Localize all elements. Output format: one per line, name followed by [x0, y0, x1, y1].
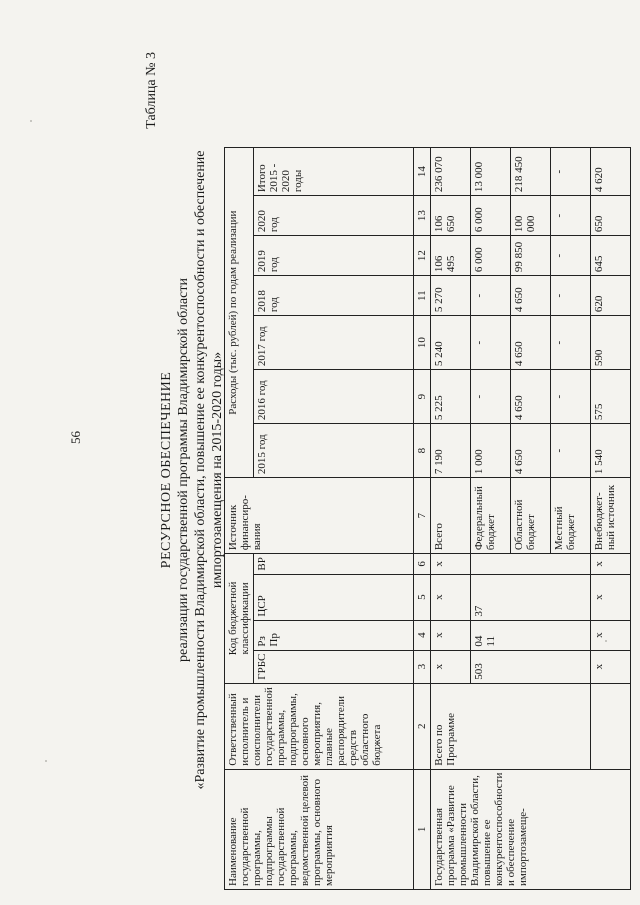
value-cell: 4 650: [511, 316, 551, 370]
value-cell: -: [471, 370, 511, 424]
col-number: 11: [414, 276, 431, 316]
header-year: 2018 год: [254, 276, 414, 316]
col-number: 5: [414, 574, 431, 620]
value-cell: 7 190: [431, 424, 471, 478]
col-number: 1: [414, 769, 431, 889]
header-year: 2020 год: [254, 196, 414, 236]
header-csr: ЦСР: [254, 574, 414, 620]
value-cell: 5 225: [431, 370, 471, 424]
col-number: 14: [414, 148, 431, 196]
value-cell: 4 620: [591, 148, 631, 196]
header-year: 2016 год: [254, 370, 414, 424]
executor-empty: [591, 683, 631, 769]
value-cell: 5 240: [431, 316, 471, 370]
csr-cell: х: [591, 574, 631, 620]
value-cell: 1 540: [591, 424, 631, 478]
csr-cell: 37: [471, 574, 591, 620]
grbs-cell: х: [431, 650, 471, 683]
col-number: 13: [414, 196, 431, 236]
value-cell: 4 650: [511, 276, 551, 316]
grbs-cell: 503: [471, 650, 591, 683]
page-number: 56: [68, 431, 83, 444]
value-cell: 4 650: [511, 424, 551, 478]
value-cell: 236 070: [431, 148, 471, 196]
header-source: Источник финансиро-вания: [225, 478, 414, 554]
vr-cell: х: [591, 554, 631, 574]
csr-cell: х: [431, 574, 471, 620]
header-year: 2015 год: [254, 424, 414, 478]
value-cell: -: [551, 424, 591, 478]
col-number: 3: [414, 650, 431, 683]
header-grbs: ГРБС: [254, 650, 414, 683]
col-number: 6: [414, 554, 431, 574]
vr-cell: [471, 554, 591, 574]
table-number: Таблица № 3: [144, 52, 159, 129]
value-cell: 218 450: [511, 148, 551, 196]
value-cell: 590: [591, 316, 631, 370]
value-cell: 620: [591, 276, 631, 316]
source-cell: Областной бюджет: [511, 478, 551, 554]
header-executor: Ответственный исполнитель и соисполнители государственной программы, подпрограммы, основного мероприятия, главные распорядители средств областного бюджета: [225, 683, 414, 769]
value-cell: -: [471, 316, 511, 370]
rz-pr-cell: х: [431, 620, 471, 650]
rz-pr-cell: 04 11: [471, 620, 591, 650]
table-row: [431, 148, 471, 890]
value-cell: 4 650: [511, 370, 551, 424]
col-number: 2: [414, 683, 431, 769]
value-cell: -: [551, 276, 591, 316]
col-number: 10: [414, 316, 431, 370]
source-cell: Всего: [431, 478, 471, 554]
header-vr: ВР: [254, 554, 414, 574]
header-expenses: Расходы (тыс. рублей) по годам реализации: [225, 148, 254, 478]
header-total: Итого 2015 - 2020 годы: [254, 148, 414, 196]
value-cell: -: [551, 370, 591, 424]
document-title: [158, 40, 226, 900]
value-cell: 1 000: [471, 424, 511, 478]
value-cell: -: [551, 236, 591, 276]
header-budget-code: Код бюджетной классификации: [225, 554, 254, 684]
value-cell: 6 000: [471, 236, 511, 276]
value-cell: 645: [591, 236, 631, 276]
value-cell: -: [471, 276, 511, 316]
value-cell: -: [551, 316, 591, 370]
value-cell: -: [551, 196, 591, 236]
col-number: 9: [414, 370, 431, 424]
title-line-1: РЕСУРСНОЕ ОБЕСПЕЧЕНИЕ: [159, 371, 174, 569]
column-number-row: [414, 148, 431, 890]
resource-table: [224, 147, 631, 890]
value-cell: 106 495: [431, 236, 471, 276]
col-number: 7: [414, 478, 431, 554]
col-number: 8: [414, 424, 431, 478]
source-cell: Внебюджет-ный источник: [591, 478, 631, 554]
value-cell: -: [551, 148, 591, 196]
executor-total: Всего по Программе: [431, 683, 591, 769]
col-number: 12: [414, 236, 431, 276]
title-line-4: импортозамещения на 2015-2020 годы»: [210, 351, 225, 589]
title-line-3: «Развитие промышленности Владимирской области, повышение ее конкурентоспособности и обеспечение: [193, 150, 208, 790]
value-cell: 5 270: [431, 276, 471, 316]
value-cell: 575: [591, 370, 631, 424]
source-cell: Федеральный бюджет: [471, 478, 511, 554]
header-year: 2019 год: [254, 236, 414, 276]
value-cell: 99 850: [511, 236, 551, 276]
header-rz-pr: Рз Пр: [254, 620, 414, 650]
col-number: 4: [414, 620, 431, 650]
value-cell: 13 000: [471, 148, 511, 196]
source-cell: Местный бюджет: [551, 478, 591, 554]
header-row-1: [225, 148, 254, 890]
rotated-document-content: [140, 40, 620, 900]
value-cell: 106 650: [431, 196, 471, 236]
vr-cell: х: [431, 554, 471, 574]
header-name: Наименование государственной программы, подпрограммы государственной программы, ведомственной целевой программы, основного мероприятия: [225, 769, 414, 889]
value-cell: 6 000: [471, 196, 511, 236]
header-year: 2017 год: [254, 316, 414, 370]
value-cell: 650: [591, 196, 631, 236]
program-name: Государственная программа «Развитие промышленности Владимирской области, повышение ее конкурентоспособности и обеспечение импортозамеще-: [431, 769, 631, 889]
grbs-cell: х: [591, 650, 631, 683]
value-cell: 100 000: [511, 196, 551, 236]
title-line-2: реализации государственной программы Владимирской области: [176, 278, 191, 662]
rz-pr-cell: х: [591, 620, 631, 650]
